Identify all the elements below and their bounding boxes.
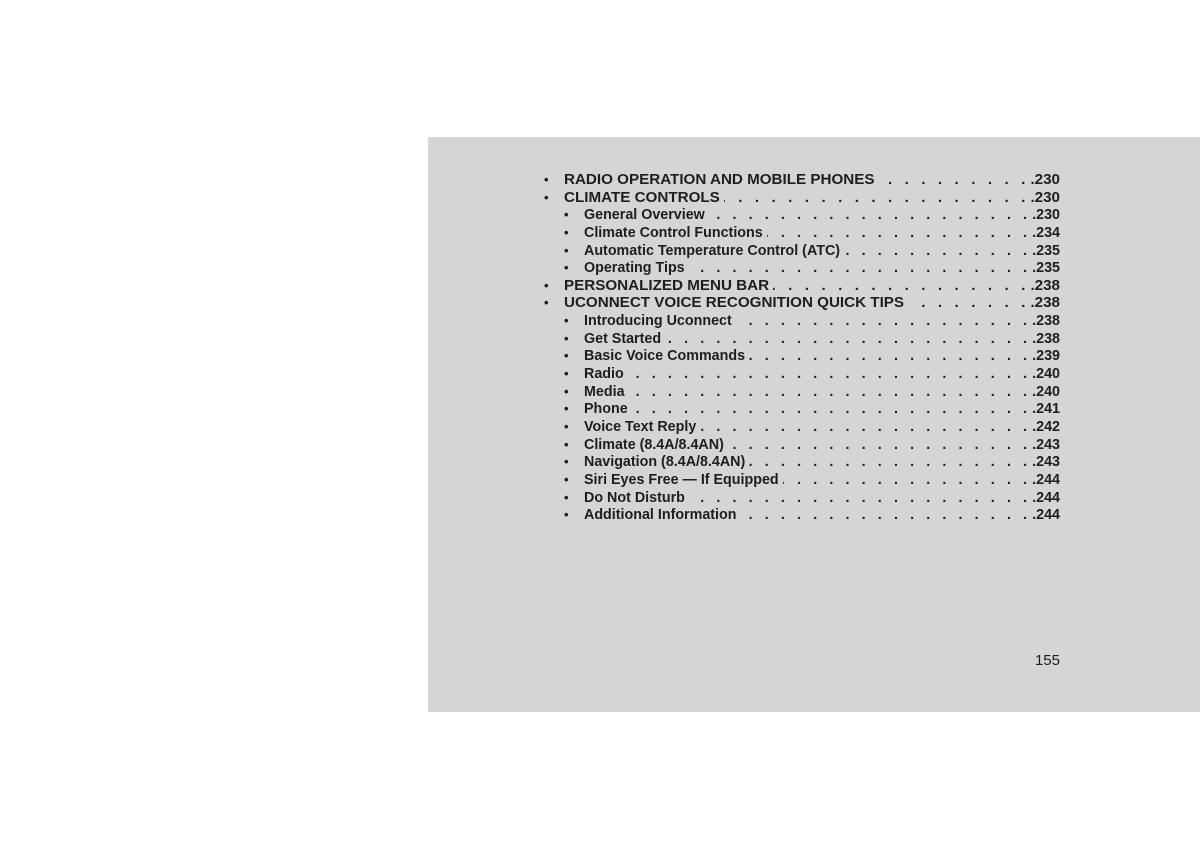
dot-leader — [879, 171, 1030, 189]
toc-entry-title: UCONNECT VOICE RECOGNITION QUICK TIPS — [564, 294, 905, 312]
dot-leader — [740, 507, 1031, 524]
toc-subsection-entry — [542, 259, 1060, 277]
bullet-icon: • — [564, 471, 569, 487]
toc-subsection-entry — [542, 436, 1060, 454]
dot-leader — [844, 243, 1031, 260]
toc-entry-page: .235 — [1032, 242, 1060, 259]
bullet-icon: • — [564, 242, 569, 258]
toc-entry-title: Operating Tips — [584, 260, 685, 277]
dot-leader — [689, 260, 1032, 277]
toc-entry-page: .234 — [1032, 224, 1060, 241]
dot-leader — [665, 331, 1031, 348]
toc-section-entry — [542, 277, 1060, 295]
dot-leader — [628, 366, 1031, 383]
page-number: 155 — [1034, 652, 1060, 669]
bullet-icon: • — [564, 436, 569, 452]
bullet-icon: • — [564, 207, 569, 223]
bullet-icon: • — [564, 401, 569, 417]
dot-leader — [749, 348, 1031, 365]
dot-leader — [709, 207, 1031, 224]
toc-entry-page: .242 — [1032, 418, 1060, 435]
toc-entry-title: Basic Voice Commands — [584, 348, 746, 365]
toc-entry-title: Climate Control Functions — [584, 224, 763, 241]
dot-leader — [700, 419, 1031, 436]
toc-entry-page: .238 — [1032, 313, 1060, 330]
bullet-icon: • — [564, 366, 569, 382]
toc-entry-title: RADIO OPERATION AND MOBILE PHONES — [564, 171, 875, 188]
toc-entry-title: Get Started — [584, 330, 662, 347]
toc-subsection-entry — [542, 453, 1060, 471]
toc-subsection-entry — [542, 365, 1060, 383]
dot-leader — [736, 313, 1031, 330]
toc-section-entry — [542, 189, 1060, 207]
toc-subsection-entry — [542, 242, 1060, 260]
toc-entry-page: .240 — [1032, 383, 1060, 400]
toc-entry-page: .240 — [1032, 366, 1060, 383]
toc-entry-page: .230 — [1030, 171, 1060, 188]
toc-entry-page: .230 — [1032, 207, 1060, 224]
toc-entry-page: .235 — [1032, 260, 1060, 277]
toc-entry-page: .238 — [1030, 276, 1060, 294]
bullet-icon: • — [564, 418, 569, 434]
bullet-icon: • — [544, 277, 549, 293]
dot-leader — [629, 384, 1032, 401]
toc-entry-title: CLIMATE CONTROLS — [564, 188, 720, 206]
dot-leader — [632, 401, 1031, 418]
toc-entry-title: Voice Text Reply — [584, 418, 697, 435]
toc-subsection-entry — [542, 383, 1060, 401]
bullet-icon: • — [564, 224, 569, 240]
toc-entry-title: Climate (8.4A/8.4AN) — [584, 436, 724, 453]
toc-entry-page: .243 — [1032, 454, 1060, 471]
dot-leader — [767, 225, 1031, 242]
toc-entry-page: .244 — [1032, 489, 1060, 506]
bullet-icon: • — [564, 348, 569, 364]
toc-subsection-entry — [542, 224, 1060, 242]
toc-entry-page: .230 — [1030, 188, 1060, 206]
bullet-icon: • — [564, 507, 569, 523]
bullet-icon: • — [564, 313, 569, 329]
toc-section-entry — [542, 171, 1060, 189]
toc-entry-page: .243 — [1032, 436, 1060, 453]
bullet-icon: • — [544, 172, 549, 187]
toc-subsection-entry — [542, 418, 1060, 436]
toc-subsection-entry — [542, 312, 1060, 330]
toc-entry-title: Navigation (8.4A/8.4AN) — [584, 454, 746, 471]
toc-entry-page: .241 — [1032, 401, 1060, 418]
bullet-icon: • — [564, 260, 569, 276]
toc-entry-title: PERSONALIZED MENU BAR — [564, 276, 770, 294]
dot-leader — [749, 454, 1031, 471]
toc-entry-page: .238 — [1032, 330, 1060, 347]
toc-entry-title: Media — [584, 383, 625, 400]
toc-subsection-entry — [542, 400, 1060, 418]
toc-entry-title: Phone — [584, 401, 628, 418]
toc-entry-page: .239 — [1032, 348, 1060, 365]
toc-entry-title: General Overview — [584, 207, 705, 224]
toc-entry-title: Siri Eyes Free — If Equipped — [584, 471, 779, 488]
toc-section-entry — [542, 294, 1060, 312]
dot-leader — [773, 277, 1029, 295]
dot-leader — [724, 189, 1030, 207]
toc-entry-title: Additional Information — [584, 507, 737, 524]
bullet-icon: • — [564, 383, 569, 399]
dot-leader — [908, 294, 1029, 312]
toc-subsection-entry — [542, 471, 1060, 489]
toc-entry-title: Automatic Temperature Control (ATC) — [584, 242, 841, 259]
toc-subsection-entry — [542, 206, 1060, 224]
bullet-icon: • — [564, 330, 569, 346]
bullet-icon: • — [544, 189, 549, 205]
toc-entry-page: .238 — [1030, 294, 1060, 312]
toc-entry-title: Introducing Uconnect — [584, 313, 732, 330]
bullet-icon: • — [564, 454, 569, 470]
dot-leader — [689, 490, 1031, 507]
bullet-icon: • — [564, 489, 569, 505]
dot-leader — [728, 437, 1031, 454]
toc-subsection-entry — [542, 330, 1060, 348]
bullet-icon: • — [544, 295, 549, 311]
toc-entry-page: .244 — [1032, 507, 1060, 524]
toc-subsection-entry — [542, 347, 1060, 365]
toc-entry-page: .244 — [1032, 471, 1060, 488]
toc-entry-title: Do Not Disturb — [584, 489, 685, 506]
toc-entry-title: Radio — [584, 366, 624, 383]
toc-subsection-entry — [542, 489, 1060, 507]
table-of-contents — [542, 171, 1060, 524]
dot-leader — [783, 472, 1032, 489]
toc-subsection-entry — [542, 506, 1060, 524]
